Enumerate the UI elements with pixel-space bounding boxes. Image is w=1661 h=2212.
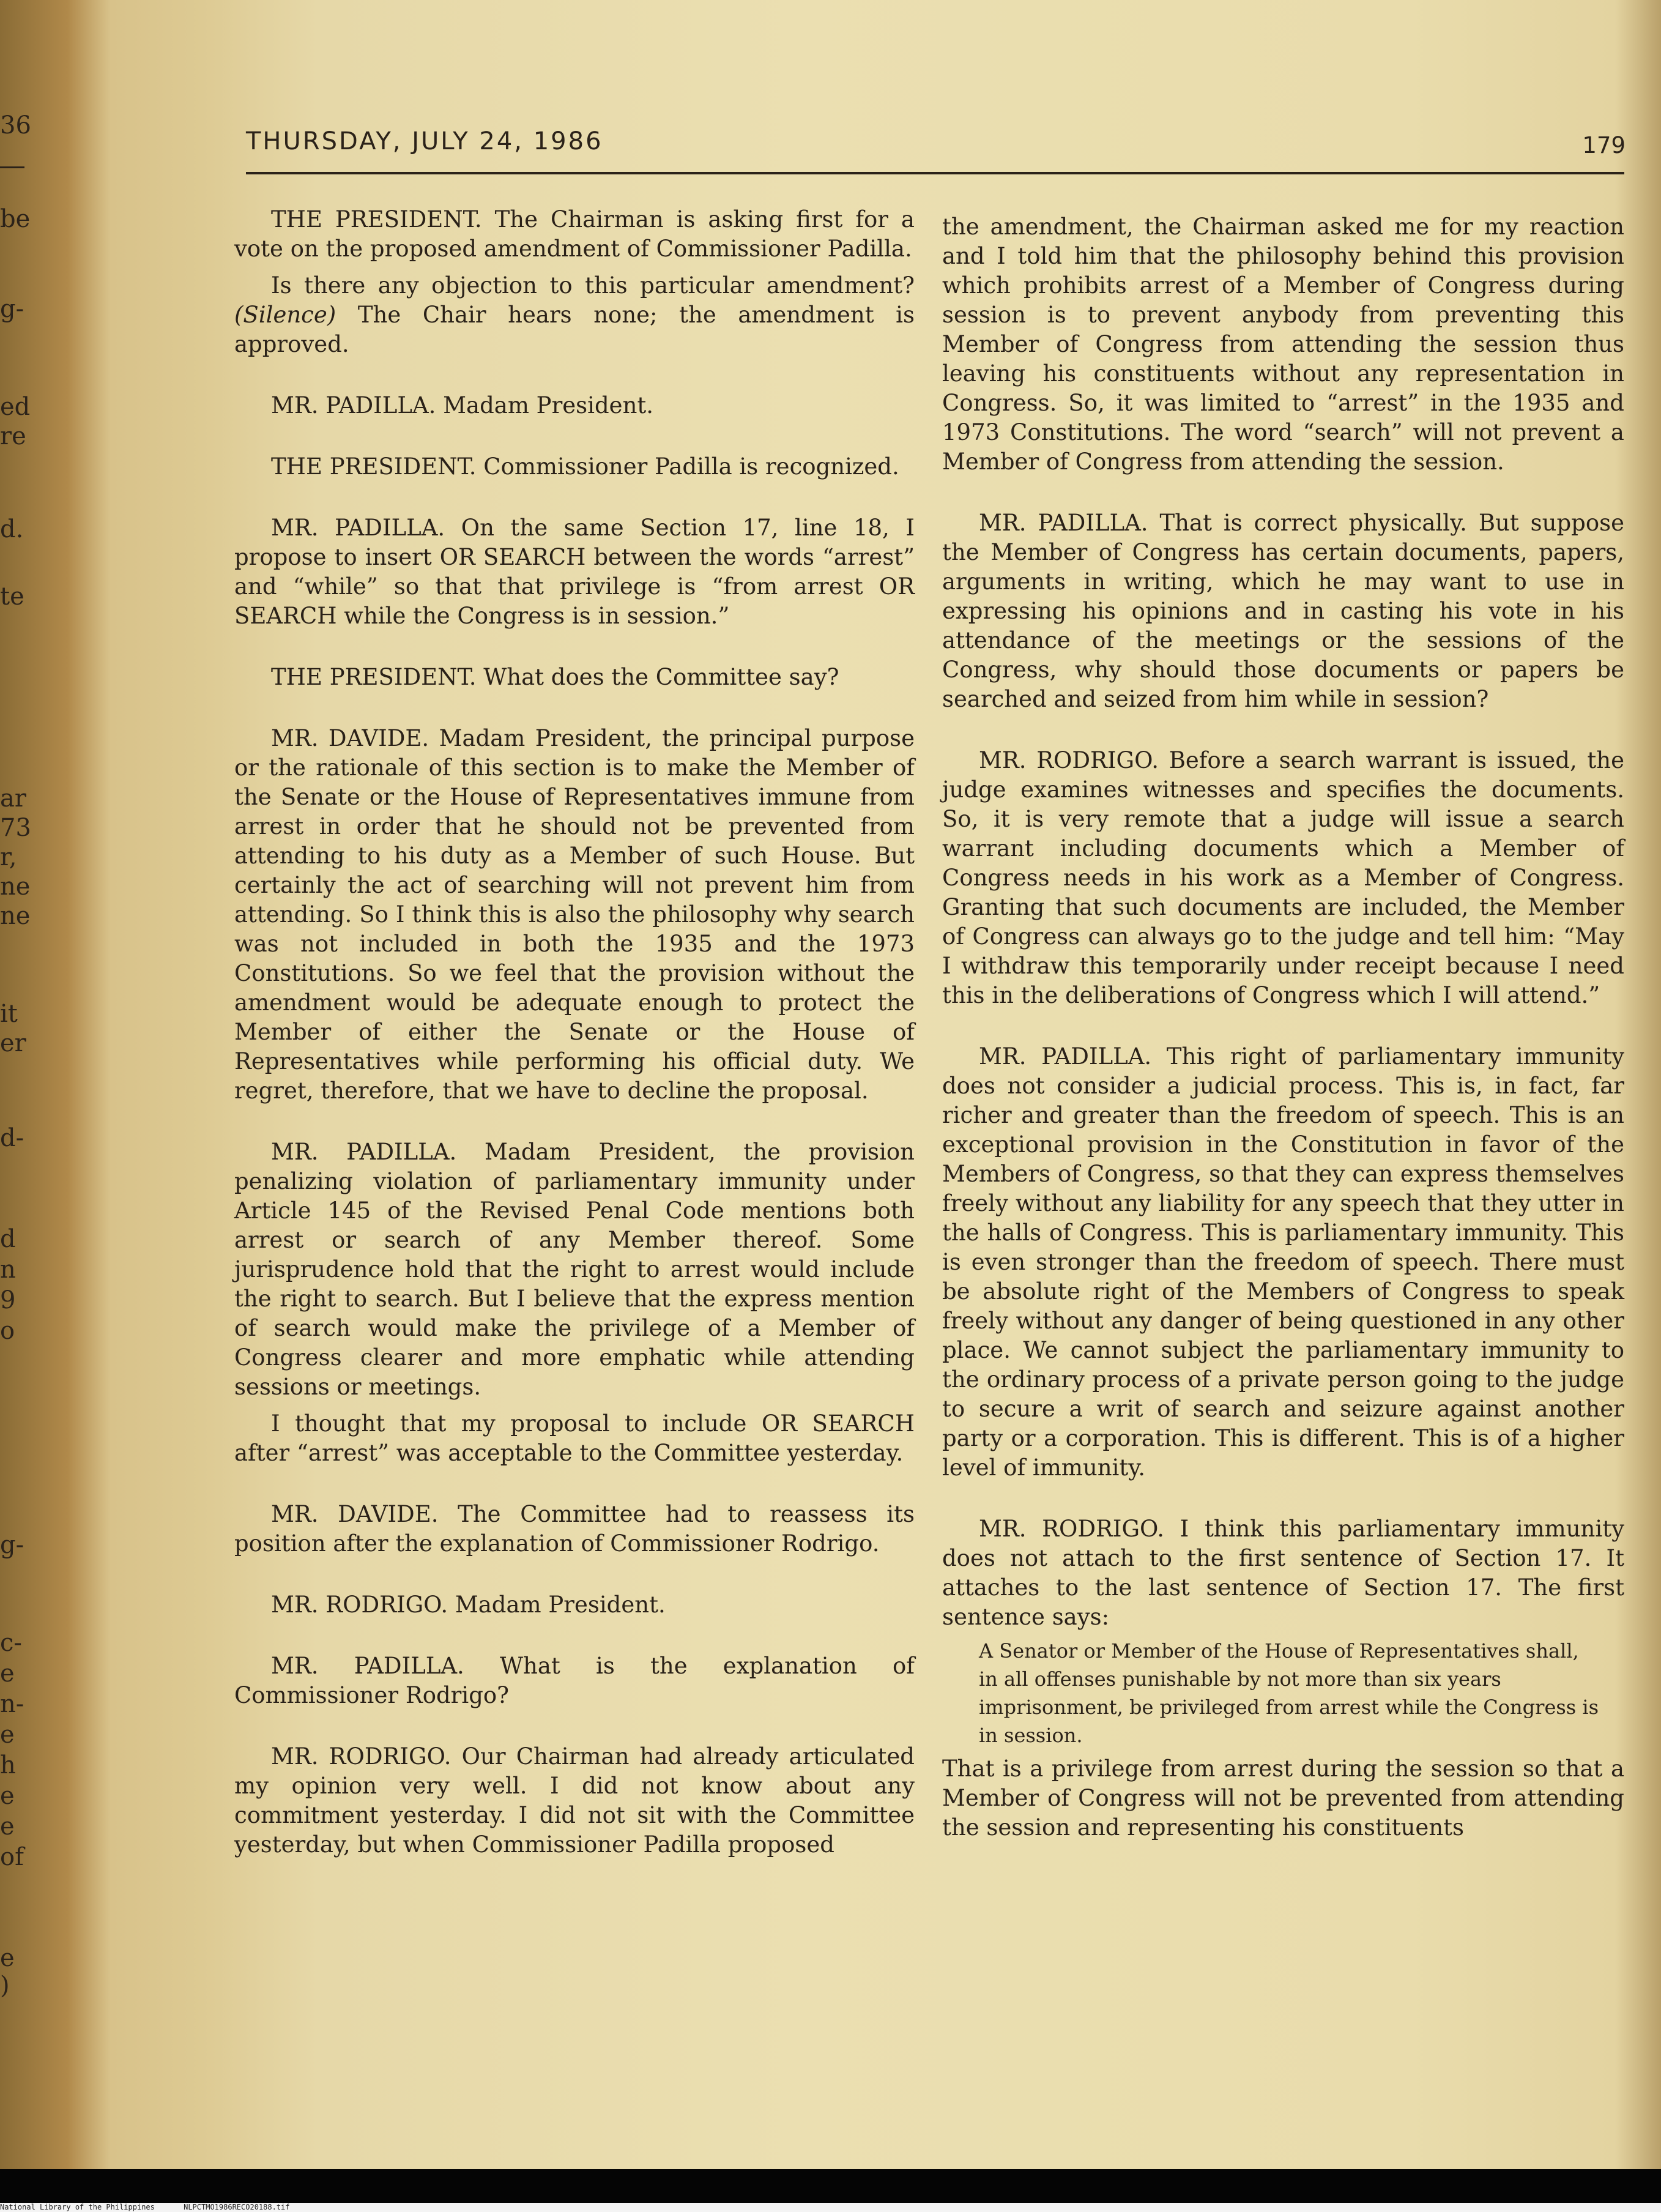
paragraph: MR. DAVIDE. The Committee had to reassess its position after the explanation of Commissioner Rodrigo. (234, 1501, 915, 1557)
edge-fragment: o (0, 1317, 15, 1345)
header-date: THURSDAY, JULY 24, 1986 (246, 127, 603, 155)
edge-fragment: it (0, 1000, 18, 1028)
paragraph: MR. PADILLA. On the same Section 17, line 18, I propose to insert OR SEARCH between the words “arrest” and “while” so that that privilege is “from arrest OR SEARCH while the Congress is in session.” (234, 515, 915, 629)
edge-fragment: h (0, 1751, 16, 1779)
edge-fragment: ed (0, 393, 31, 421)
edge-fragment: er (0, 1029, 26, 1057)
footer-library: National Library of the Philippines (0, 2203, 155, 2211)
paragraph: That is a privilege from arrest during the session so that a Member of Congress will not be prevented from attending the session and representing his constituents (942, 1756, 1624, 1841)
block-quote: A Senator or Member of the House of Representatives shall, in all offenses punishable by not more than six years imprisonment, be privileged from arrest while the Congress is in session. (979, 1639, 1599, 1747)
edge-fragment: d (0, 1225, 16, 1253)
edge-fragment: n (0, 1256, 16, 1284)
paragraph-text: The Chair hears none; the amendment is approved. (234, 302, 915, 357)
edge-fragment: te (0, 583, 24, 611)
paragraph (234, 271, 915, 359)
edge-fragment: ne (0, 902, 31, 930)
edge-fragment: e (0, 1944, 15, 1972)
edge-fragment: e (0, 1812, 15, 1841)
edge-fragment: be (0, 205, 31, 233)
edge-fragment: ne (0, 873, 31, 901)
paragraph: MR. PADILLA. Madam President, the provision penalizing violation of parliamentary immunity under Article 145 of the Revised Penal Code mentions both arrest or search of any Member thereof. Some jurisprudence hold that the right to arrest would include the right to search. But I believe that the express mention of search would make the privilege of a Member of Congress clearer and more emphatic while attending sessions or meetings. (234, 1139, 915, 1400)
edge-fragment: d. (0, 515, 24, 543)
edge-fragment: r, (0, 843, 17, 871)
edge-fragment: ar (0, 784, 26, 813)
paragraph: MR. PADILLA. That is correct physically. But suppose the Member of Congress has certain documents, papers, arguments in writing, which he may want to use in expressing his opinions and in casting his vote in his attendance of the meetings or the sessions of the Congress, why should those documents or papers be searched and seized from him while in session? (942, 510, 1624, 712)
edge-fragment: e (0, 1782, 15, 1810)
paragraph: MR. PADILLA. This right of parliamentary immunity does not consider a judicial process. This is, in fact, far richer and greater than the freedom of speech. This is an exceptional provision in the Constitution in favor of the Members of Congress, so that they can express themselves freely without any liability for any speech that they utter in the halls of Congress. This is parliamentary immunity. This is even stronger than the freedom of speech. There must be absolute right of the Members of Congress to speak freely without any danger of being questioned in any other place. We cannot subject the parliamentary immunity to the ordinary process of a private person going to the judge to secure a writ of search and seizure against another party or a corporation. This is different. This is of a higher level of immunity. (942, 1043, 1624, 1481)
edge-fragment: g- (0, 295, 24, 323)
paragraph: MR. RODRIGO. Our Chairman had already articulated my opinion very well. I did not know about any commitment yesterday. I did not sit with the Committee yesterday, but when Commissioner Padilla proposed (234, 1743, 915, 1858)
stage-direction: (Silence) (234, 302, 336, 328)
edge-fragment: n- (0, 1690, 24, 1718)
paragraph: THE PRESIDENT. What does the Committee say? (271, 664, 839, 690)
paragraph-text: Is there any objection to this particular amendment? (271, 272, 915, 299)
paragraph: MR. PADILLA. What is the explanation of Commissioner Rodrigo? (234, 1653, 915, 1708)
edge-fragment: g- (0, 1531, 24, 1559)
scanner-bottom-band (0, 2169, 1661, 2203)
edge-fragment: e (0, 1721, 15, 1749)
edge-fragment: 73 (0, 814, 31, 842)
paragraph: THE PRESIDENT. The Chairman is asking first for a vote on the proposed amendment of Commissioner Padilla. (234, 206, 915, 262)
paragraph: I thought that my proposal to include OR SEARCH after “arrest” was acceptable to the Committee yesterday. (234, 1410, 915, 1466)
paragraph: MR. DAVIDE. Madam President, the principal purpose or the rationale of this section is to make the Member of the Senate or the House of Representatives immune from arrest in order that he should not be prevented from attending to his duty as a Member of such House. But certainly the act of searching will not prevent him from attending. So I think this is also the philosophy why search was not included in both the 1935 and the 1973 Constitutions. So we feel that the provision without the amendment would be adequate enough to protect the Member of either the Senate or the House of Representatives while performing his official duty. We regret, therefore, that we have to decline the proposal. (234, 725, 915, 1104)
edge-fragment: re (0, 422, 26, 450)
footer-file: NLPCTMO1986RECO20188.tif (184, 2203, 290, 2211)
edge-fragment: of (0, 1843, 24, 1871)
edge-rule (0, 166, 24, 168)
edge-fragment: 36 (0, 111, 31, 140)
page-number: 179 (1582, 132, 1626, 158)
paragraph: MR. RODRIGO. Before a search warrant is issued, the judge examines witnesses and specifies the documents. So, it is very remote that a judge will issue a search warrant including documents which a Member of Congress needs in his work as a Member of Congress. Granting that such documents are included, the Member of Congress can always go to the judge and tell him: “May I withdraw this temporarily under receipt because I need this in the deliberations of Congress which I will attend.” (942, 747, 1624, 1008)
left-column (234, 205, 915, 1860)
edge-fragment: d- (0, 1124, 24, 1152)
edge-fragment: c- (0, 1629, 22, 1657)
header-rule (246, 172, 1624, 174)
running-head (246, 127, 1626, 170)
right-column (942, 212, 1624, 1842)
edge-fragment: e (0, 1659, 15, 1688)
edge-fragment: ) (0, 1972, 10, 2000)
scan-footer (0, 2203, 1661, 2212)
paragraph: THE PRESIDENT. Commissioner Padilla is recognized. (271, 453, 899, 480)
edge-fragment: 9 (0, 1286, 16, 1314)
paragraph: MR. PADILLA. Madam President. (271, 392, 654, 419)
paragraph: the amendment, the Chairman asked me for my reaction and I told him that the philosophy behind this provision which prohibits arrest of a Member of Congress during session is to prevent anybody from preventing this Member of Congress from attending the session thus leaving his constituents without any representation in Congress. So, it was limited to “arrest” in the 1935 and 1973 Constitutions. The word “search” will not prevent a Member of Congress from attending the session. (942, 214, 1624, 475)
previous-page-edge (0, 0, 92, 2019)
paragraph: MR. RODRIGO. Madam President. (271, 1592, 666, 1618)
paragraph: MR. RODRIGO. I think this parliamentary immunity does not attach to the first sentence of Section 17. It attaches to the last sentence of Section 17. The first sentence says: (942, 1516, 1624, 1630)
